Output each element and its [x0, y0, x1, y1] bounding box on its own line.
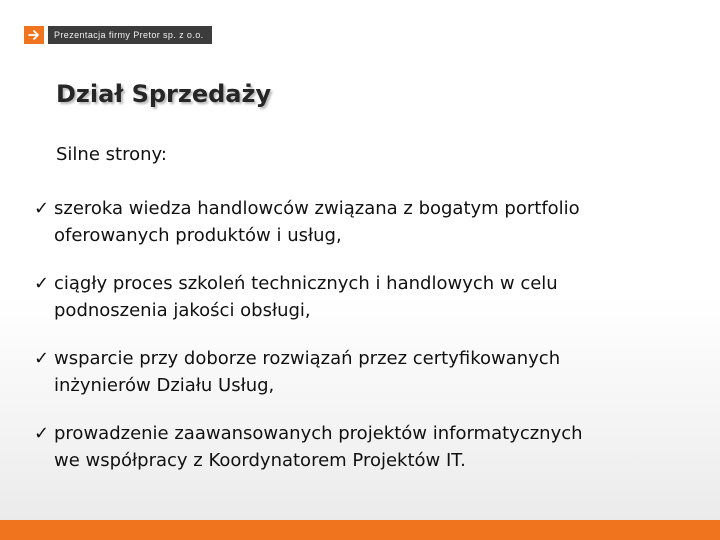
- slide-subtitle: Silne strony:: [56, 144, 167, 165]
- arrow-right-icon: [24, 26, 44, 44]
- bullet-line: oferowanych produktów i usług,: [54, 225, 342, 246]
- checkmark-icon: ✓: [34, 348, 50, 369]
- bullet-list: [34, 195, 684, 495]
- bullet-line: prowadzenie zaawansowanych projektów informatycznych: [54, 423, 583, 444]
- bullet-line: inżynierów Działu Usług,: [54, 375, 275, 396]
- slide-header: [24, 26, 212, 44]
- bullet-line: szeroka wiedza handlowców związana z bogatym portfolio: [54, 198, 580, 219]
- bullet-line: podnoszenia jakości obsługi,: [54, 300, 311, 321]
- checkmark-icon: ✓: [34, 198, 50, 219]
- bullet-line: ciągły proces szkoleń technicznych i handlowych w celu: [54, 273, 558, 294]
- bullet-line: we współpracy z Koordynatorem Projektów IT.: [54, 450, 466, 471]
- bullet-item: [34, 270, 684, 324]
- footer-bar: [0, 520, 720, 540]
- bullet-item: [34, 420, 684, 474]
- checkmark-icon: ✓: [34, 423, 50, 444]
- bullet-line: wsparcie przy doborze rozwiązań przez certyfikowanych: [54, 348, 561, 369]
- bullet-item: [34, 345, 684, 399]
- slide-title: Dział Sprzedaży: [56, 80, 272, 108]
- bullet-item: [34, 195, 684, 249]
- company-label: Prezentacja firmy Pretor sp. z o.o.: [48, 26, 212, 44]
- checkmark-icon: ✓: [34, 273, 50, 294]
